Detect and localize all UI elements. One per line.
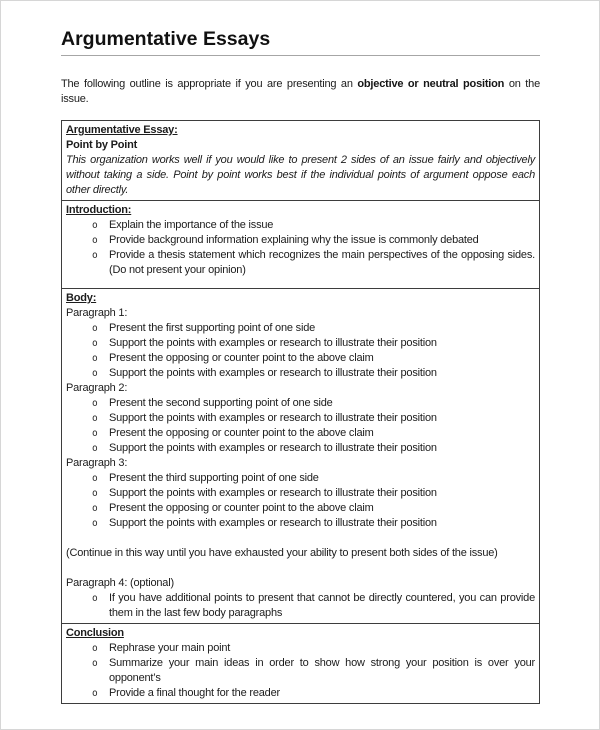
list-item-text: Present the first supporting point of one side (109, 322, 316, 334)
table-row-introduction (62, 200, 539, 288)
list-item-text: Support the points with examples or research to illustrate their position (109, 487, 437, 499)
list-item (66, 501, 535, 516)
list-item (66, 591, 535, 621)
list-item-text: Present the opposing or counter point to the above claim (109, 352, 374, 364)
introduction-heading: Introduction: (66, 204, 132, 216)
list-item-text: Provide a thesis statement which recognizes the main perspectives of the opposing sides. (Do not present your opinion) (109, 249, 535, 276)
conclusion-heading: Conclusion (66, 627, 124, 639)
blank-line (66, 561, 535, 576)
intro-text-pre: The following outline is appropriate if you are presenting an (61, 78, 358, 90)
list-item-text: Rephrase your main point (109, 642, 231, 654)
circle-bullet-icon: o (92, 413, 98, 424)
circle-bullet-icon: o (92, 593, 98, 604)
circle-bullet-icon: o (92, 503, 98, 514)
list-item (66, 686, 535, 701)
list-item (66, 351, 535, 366)
circle-bullet-icon: o (92, 323, 98, 334)
body-heading: Body: (66, 292, 97, 304)
paragraph-1-label: Paragraph 1: (66, 307, 128, 319)
blank-line (66, 531, 535, 546)
paragraph-4-label: Paragraph 4: (optional) (66, 577, 174, 589)
list-item-text: Present the third supporting point of one side (109, 472, 319, 484)
list-item (66, 366, 535, 381)
circle-bullet-icon: o (92, 518, 98, 529)
circle-bullet-icon: o (92, 250, 98, 261)
list-item-text: Present the second supporting point of one side (109, 397, 333, 409)
essay-method-subheading: Point by Point (66, 139, 138, 151)
paragraph-2-label: Paragraph 2: (66, 382, 128, 394)
essay-type-heading: Argumentative Essay: (66, 124, 178, 136)
list-item (66, 656, 535, 686)
list-item (66, 486, 535, 501)
intro-text-bold: objective or neutral position (357, 78, 505, 90)
list-item (66, 396, 535, 411)
list-item-text: Support the points with examples or research to illustrate their position (109, 367, 437, 379)
list-item (66, 516, 535, 531)
list-item (66, 641, 535, 656)
intro-paragraph (61, 77, 540, 107)
circle-bullet-icon: o (92, 368, 98, 379)
circle-bullet-icon: o (92, 643, 98, 654)
list-item-text: Provide background information explaining why the issue is commonly debated (109, 234, 479, 246)
list-item-text: Present the opposing or counter point to the above claim (109, 427, 374, 439)
list-item (66, 233, 535, 248)
circle-bullet-icon: o (92, 488, 98, 499)
document-page (1, 1, 599, 729)
list-item-text: If you have additional points to present that cannot be directly countered, you can provide them in the last few body paragraphs (109, 592, 535, 619)
list-item-text: Present the opposing or counter point to the above claim (109, 502, 374, 514)
list-item (66, 441, 535, 456)
paragraph-3-label: Paragraph 3: (66, 457, 128, 469)
list-item-text: Explain the importance of the issue (109, 219, 274, 231)
table-row-body (62, 288, 539, 623)
circle-bullet-icon: o (92, 398, 98, 409)
circle-bullet-icon: o (92, 428, 98, 439)
outline-table (61, 120, 540, 704)
circle-bullet-icon: o (92, 658, 98, 669)
list-item (66, 411, 535, 426)
table-row-conclusion (62, 623, 539, 703)
continue-note: (Continue in this way until you have exhausted your ability to present both sides of the issue) (66, 547, 498, 559)
circle-bullet-icon: o (92, 235, 98, 246)
circle-bullet-icon: o (92, 443, 98, 454)
table-row-header (62, 121, 539, 200)
list-item-text: Support the points with examples or research to illustrate their position (109, 337, 437, 349)
list-item-text: Summarize your main ideas in order to show how strong your position is over your opponent’s (109, 657, 535, 684)
circle-bullet-icon: o (92, 353, 98, 364)
circle-bullet-icon: o (92, 688, 98, 699)
list-item-text: Support the points with examples or research to illustrate their position (109, 442, 437, 454)
list-item (66, 248, 535, 278)
list-item-text: Support the points with examples or research to illustrate their position (109, 412, 437, 424)
method-description: This organization works well if you would like to present 2 sides of an issue fairly and objectively without taking a side. Point by point works best if the individual points of argument oppose each other directly. (66, 154, 535, 196)
circle-bullet-icon: o (92, 220, 98, 231)
list-item (66, 321, 535, 336)
list-item (66, 218, 535, 233)
intro-text-post: on the issue. (61, 78, 541, 105)
list-item (66, 426, 535, 441)
circle-bullet-icon: o (92, 338, 98, 349)
list-item-text: Provide a final thought for the reader (109, 687, 280, 699)
list-item (66, 336, 535, 351)
page-title: Argumentative Essays (61, 27, 540, 56)
list-item (66, 471, 535, 486)
list-item-text: Support the points with examples or research to illustrate their position (109, 517, 437, 529)
circle-bullet-icon: o (92, 473, 98, 484)
